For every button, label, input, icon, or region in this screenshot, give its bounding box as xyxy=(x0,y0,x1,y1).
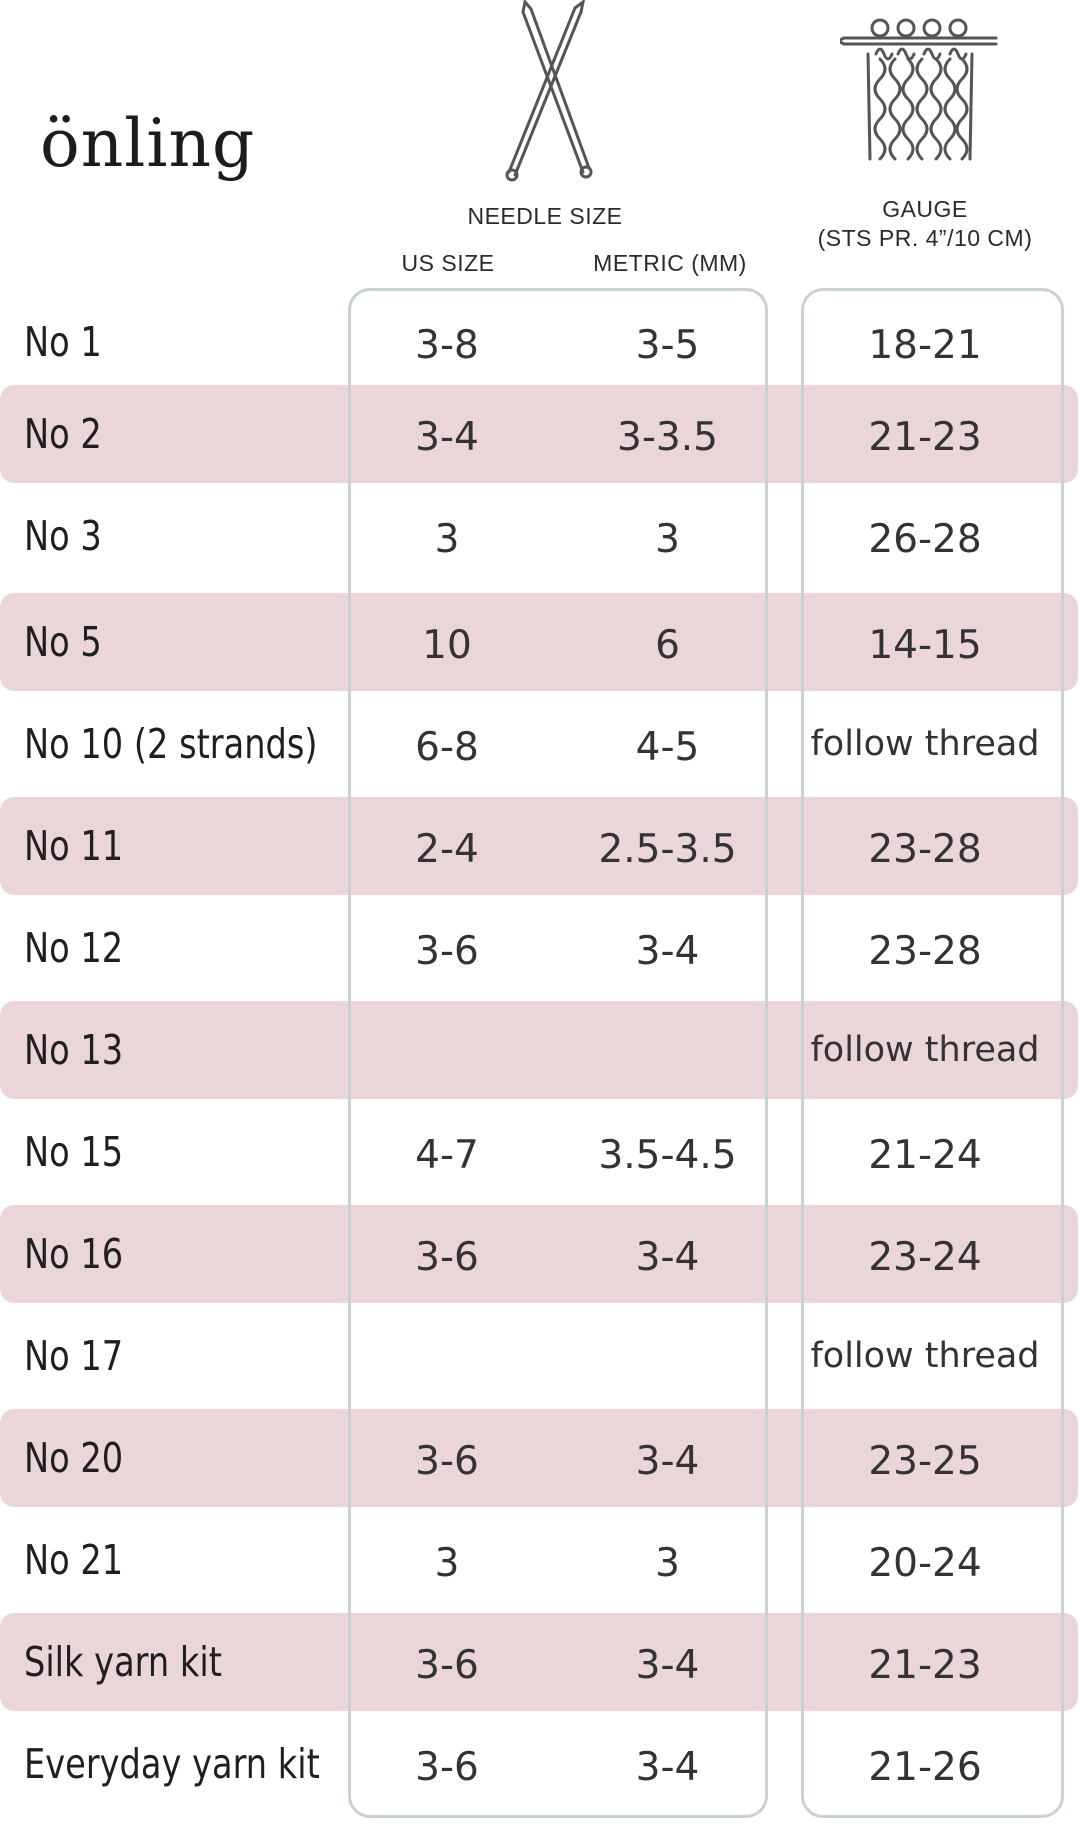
yarn-name-cell: No 10 (2 strands) xyxy=(24,720,318,768)
yarn-name-cell: No 21 xyxy=(24,1536,124,1584)
table-row xyxy=(0,1307,1080,1405)
gauge-cell: 23-28 xyxy=(868,928,982,974)
yarn-name-cell: No 11 xyxy=(24,822,124,870)
us-size-cell: 3-6 xyxy=(415,1234,479,1280)
table-row xyxy=(0,1001,1080,1099)
yarn-name-cell: No 16 xyxy=(24,1230,124,1278)
yarn-name-cell: No 17 xyxy=(24,1332,124,1380)
metric-size-cell: 3-3.5 xyxy=(617,414,718,460)
yarn-name-cell: No 15 xyxy=(24,1128,124,1176)
metric-size-cell: 3-4 xyxy=(635,1744,700,1790)
us-size-cell: 2-4 xyxy=(415,826,479,872)
gauge-cell: 26-28 xyxy=(868,516,982,562)
table-row xyxy=(0,695,1080,793)
metric-size-cell: 3-4 xyxy=(635,1234,700,1280)
yarn-name-cell: No 12 xyxy=(24,924,124,972)
gauge-header xyxy=(800,195,1050,253)
gauge-cell: 23-28 xyxy=(868,826,982,872)
metric-size-cell: 3-4 xyxy=(635,928,700,974)
gauge-cell: follow thread xyxy=(810,1030,1040,1070)
table-row xyxy=(0,1715,1080,1813)
us-size-cell: 3-8 xyxy=(415,322,479,368)
metric-size-cell: 3 xyxy=(655,516,680,562)
gauge-cell: 14-15 xyxy=(868,622,982,668)
us-size-cell: 3 xyxy=(434,516,460,562)
us-size-cell: 10 xyxy=(422,622,472,668)
table-row xyxy=(0,593,1080,691)
us-size-cell: 6-8 xyxy=(415,724,479,770)
metric-size-cell: 3-4 xyxy=(635,1438,700,1484)
us-size-cell: 3 xyxy=(434,1540,460,1586)
knit-swatch-icon xyxy=(840,14,1000,168)
us-size-cell: 3-4 xyxy=(415,414,479,460)
gauge-header-title: GAUGE xyxy=(882,196,968,222)
metric-size-cell xyxy=(560,1307,775,1405)
us-size-cell: 3-6 xyxy=(415,1438,479,1484)
metric-size-cell: 3-5 xyxy=(635,322,700,368)
table-row xyxy=(0,1613,1080,1711)
table-row xyxy=(0,797,1080,895)
table-row xyxy=(0,1103,1080,1201)
metric-size-cell: 2.5-3.5 xyxy=(598,826,737,872)
table-row xyxy=(0,385,1080,483)
yarn-name-cell: Silk yarn kit xyxy=(24,1638,222,1686)
gauge-cell: follow thread xyxy=(810,724,1040,764)
knitting-needles-icon xyxy=(475,0,615,189)
gauge-cell: 21-24 xyxy=(868,1132,982,1178)
table-row xyxy=(0,487,1080,585)
metric-size-cell: 3.5-4.5 xyxy=(598,1132,737,1178)
metric-size-cell: 3 xyxy=(655,1540,680,1586)
metric-size-cell: 4-5 xyxy=(635,724,700,770)
gauge-header-unit: (STS PR. 4”/10 CM) xyxy=(817,225,1033,251)
table-row xyxy=(0,1409,1080,1507)
gauge-cell: follow thread xyxy=(810,1336,1040,1376)
metric-size-cell: 6 xyxy=(655,622,680,668)
yarn-name-cell: No 1 xyxy=(24,318,102,366)
table-row xyxy=(0,899,1080,997)
gauge-cell: 21-23 xyxy=(868,1642,982,1688)
needle-size-header: NEEDLE SIZE xyxy=(467,203,623,229)
us-size-cell xyxy=(372,1001,522,1099)
yarn-name-cell: No 3 xyxy=(24,512,102,560)
us-size-cell xyxy=(372,1307,522,1405)
gauge-cell: 20-24 xyxy=(868,1540,982,1586)
gauge-cell: 18-21 xyxy=(868,322,982,368)
yarn-name-cell: Everyday yarn kit xyxy=(24,1740,320,1788)
table-row xyxy=(0,1205,1080,1303)
us-size-header: US SIZE xyxy=(401,250,495,276)
yarn-name-cell: No 2 xyxy=(24,410,102,458)
yarn-name-cell: No 13 xyxy=(24,1026,124,1074)
yarn-name-cell: No 20 xyxy=(24,1434,124,1482)
table-row xyxy=(0,293,1080,391)
gauge-cell: 23-24 xyxy=(868,1234,982,1280)
us-size-cell: 3-6 xyxy=(415,1744,479,1790)
metric-size-cell xyxy=(560,1001,775,1099)
us-size-cell: 4-7 xyxy=(415,1132,479,1178)
gauge-cell: 21-26 xyxy=(868,1744,982,1790)
brand-logo: önling xyxy=(40,105,256,182)
gauge-cell: 21-23 xyxy=(868,414,982,460)
us-size-cell: 3-6 xyxy=(415,928,479,974)
us-size-cell: 3-6 xyxy=(415,1642,479,1688)
yarn-name-cell: No 5 xyxy=(24,618,102,666)
metric-header: METRIC (MM) xyxy=(593,250,747,276)
table-row xyxy=(0,1511,1080,1609)
gauge-cell: 23-25 xyxy=(868,1438,982,1484)
metric-size-cell: 3-4 xyxy=(635,1642,700,1688)
